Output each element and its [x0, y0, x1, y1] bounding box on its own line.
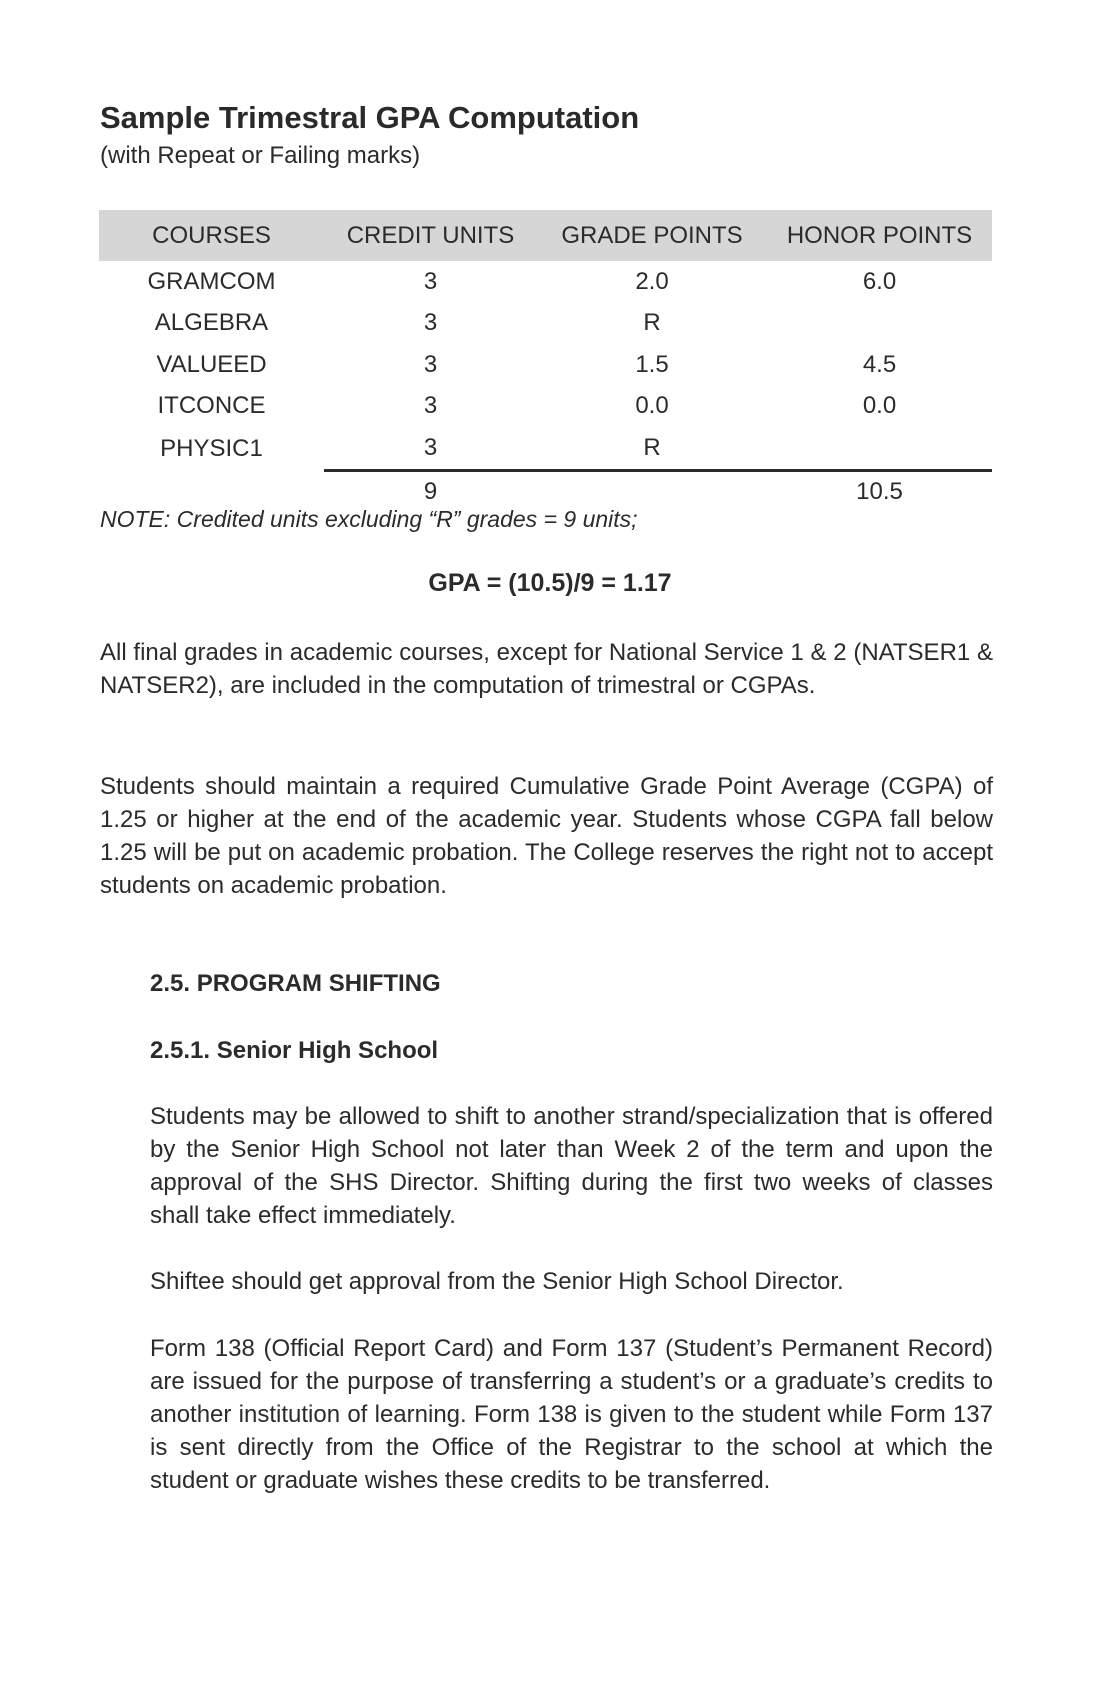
header-courses: COURSES [99, 210, 324, 261]
cell-course: GRAMCOM [147, 267, 276, 295]
gpa-formula: GPA = (10.5)/9 = 1.17 [428, 569, 672, 597]
cell-credit-units: 3 [423, 392, 438, 420]
cell-credit-units: 3 [423, 309, 438, 337]
header-grade-points: GRADE POINTS [537, 210, 767, 261]
gpa-computation-table [99, 210, 992, 512]
total-credit-units: 9 [324, 470, 537, 512]
table-header-row [99, 210, 992, 261]
cell-grade-points: 1.5 [635, 350, 669, 378]
paragraph-final-grades: All final grades in academic courses, except for National Service 1 & 2 (NATSER1 & NATSER2), are included in the computation of trimestral or CGPAs. [100, 639, 993, 699]
paragraph-shift-rules: Students may be allowed to shift to another strand/specialization that is offered by the Senior High School not later than Week 2 of the term and upon the approval of the SHS Director. Shifting during the first two weeks of classes shall take effect immediately. [150, 1103, 993, 1229]
cell-course: ALGEBRA [154, 309, 269, 337]
cell-credit-units: 3 [423, 267, 438, 295]
cell-grade-points: R [643, 433, 661, 461]
table-body [99, 261, 992, 512]
cell-honor-points: 0.0 [862, 392, 897, 420]
page-title: Sample Trimestral GPA Computation [100, 100, 640, 135]
paragraph-forms: Form 138 (Official Report Card) and Form 137 (Student’s Permanent Record) are issued for the purpose of transferring a student’s or a graduate’s credits to another institution of learning. Form 138 is given to the student while Form 137 is sent directly from the Office of the Registrar to the school at which the student or graduate wishes these credits to be transferred. [150, 1335, 993, 1494]
table-row [99, 427, 992, 470]
total-honor-points: 10.5 [767, 470, 992, 512]
table-note: NOTE: Credited units excluding “R” grades = 9 units; [100, 506, 638, 532]
cell-grade-points: 0.0 [635, 392, 669, 420]
table-row [99, 261, 992, 303]
table-header [99, 210, 992, 261]
cell-grade-points: R [643, 309, 661, 337]
paragraph-cgpa-requirement: Students should maintain a required Cumulative Grade Point Average (CGPA) of 1.25 or higher at the end of the academic year. Students whose CGPA fall below 1.25 will be put on academic probation. The College reserves the right not to accept students on academic probation. [100, 773, 993, 899]
cell-course: ITCONCE [157, 392, 266, 420]
subsection-heading-senior-high: 2.5.1. Senior High School [150, 1037, 439, 1064]
cell-credit-units: 3 [423, 433, 438, 461]
table-row [99, 303, 992, 345]
section-heading-program-shifting: 2.5. PROGRAM SHIFTING [150, 970, 441, 997]
table-row [99, 386, 992, 428]
paragraph-shiftee-approval: Shiftee should get approval from the Senior High School Director. [150, 1268, 844, 1295]
table-row [99, 344, 992, 386]
cell-honor-points: 6.0 [862, 267, 897, 295]
cell-honor-points: 4.5 [862, 350, 897, 378]
cell-grade-points: 2.0 [635, 267, 669, 295]
cell-honor-points [767, 303, 992, 345]
header-credit-units: CREDIT UNITS [324, 210, 537, 261]
cell-course: PHYSIC1 [160, 434, 263, 462]
cell-course: VALUEED [156, 350, 267, 378]
cell-honor-points [767, 427, 992, 470]
header-honor-points: HONOR POINTS [767, 210, 992, 261]
page-subtitle: (with Repeat or Failing marks) [100, 142, 421, 169]
cell-credit-units: 3 [423, 350, 438, 378]
